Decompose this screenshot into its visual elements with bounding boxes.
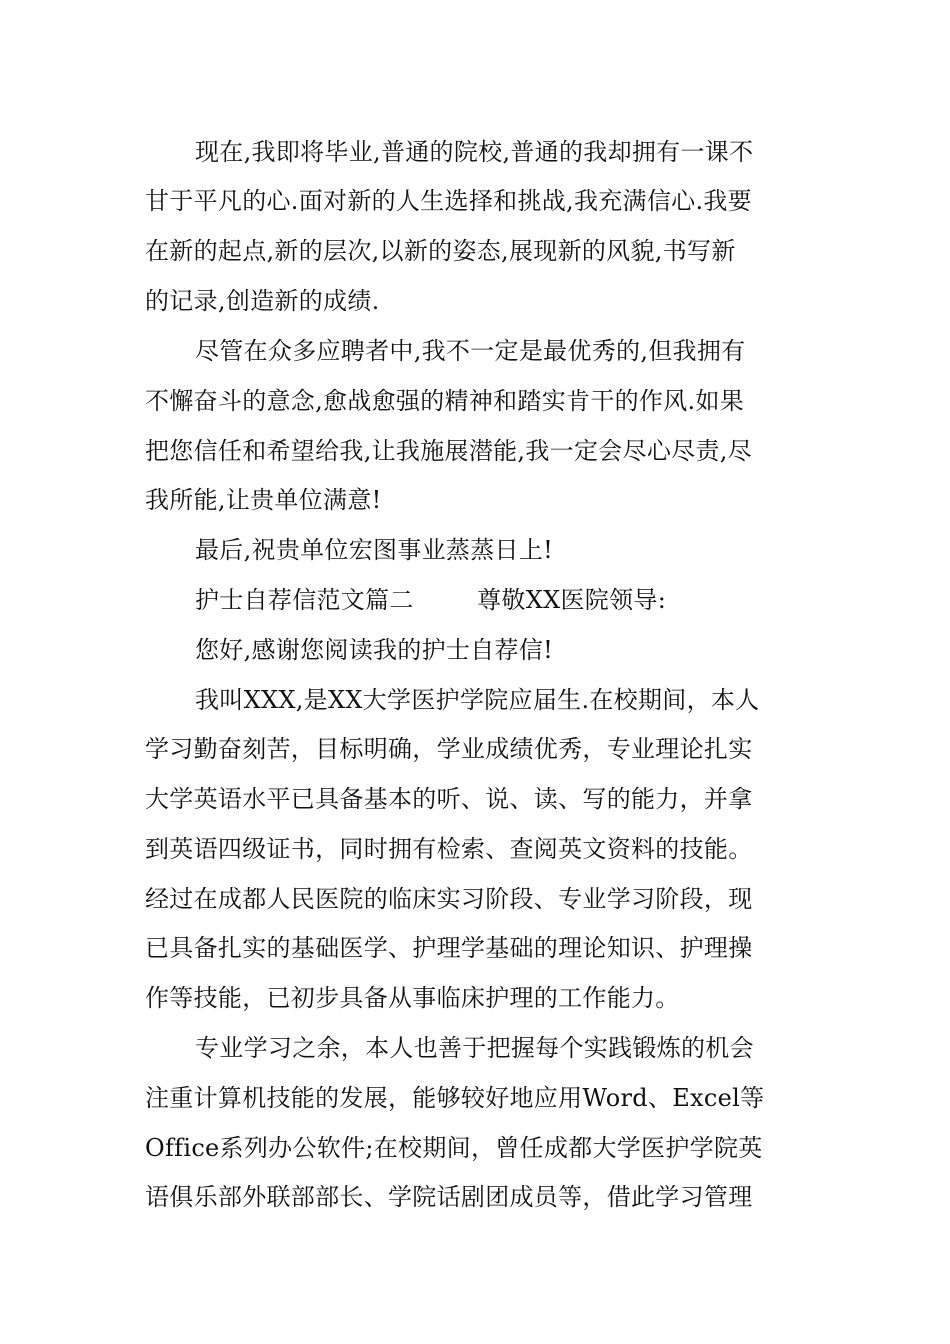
text-line: 经过在成都人民医院的临床实习阶段、专业学习阶段，现 <box>145 885 753 913</box>
text-line: 学习勤奋刻苦，目标明确，学业成绩优秀，专业理论扎实 <box>145 735 753 763</box>
text-line: 甘于平凡的心.面对新的人生选择和挑战,我充满信心.我要 <box>145 187 752 215</box>
text-line: 我叫XXX,是XX大学医护学院应届生.在校期间，本人 <box>195 686 760 714</box>
text-line: 护士自荐信范文篇二 尊敬XX医院领导: <box>195 586 667 614</box>
text-line: 到英语四级证书，同时拥有检索、查阅英文资料的技能。 <box>145 835 753 863</box>
text-line: 专业学习之余，本人也善于把握每个实践锻炼的机会 <box>195 1034 754 1062</box>
text-line: 您好,感谢您阅读我的护士自荐信! <box>195 636 554 664</box>
text-line: 把您信任和希望给我,让我施展潜能,我一定会尽心尽责,尽 <box>145 437 752 465</box>
text-line: 不懈奋斗的意念,愈战愈强的精神和踏实肯干的作风.如果 <box>145 387 745 415</box>
text-line: Office系列办公软件;在校期间，曾任成都大学医护学院英 <box>145 1134 763 1162</box>
text-line: 最后,祝贵单位宏图事业蒸蒸日上! <box>195 536 554 564</box>
text-line: 现在,我即将毕业,普通的院校,普通的我却拥有一课不 <box>195 138 754 166</box>
text-line: 尽管在众多应聘者中,我不一定是最优秀的,但我拥有 <box>195 337 746 365</box>
text-line: 大学英语水平已具备基本的听、说、读、写的能力，并拿 <box>145 785 753 813</box>
text-line: 注重计算机技能的发展，能够较好地应用Word、Excel等 <box>145 1084 765 1112</box>
text-line: 已具备扎实的基础医学、护理学基础的理论知识、护理操 <box>145 934 753 962</box>
text-line: 作等技能，已初步具备从事临床护理的工作能力。 <box>145 984 680 1012</box>
text-line: 在新的起点,新的层次,以新的姿态,展现新的风貌,书写新 <box>145 237 736 265</box>
text-line: 语俱乐部外联部部长、学院话剧团成员等，借此学习管理 <box>145 1183 753 1211</box>
text-line: 我所能,让贵单位满意! <box>145 486 382 514</box>
text-line: 的记录,创造新的成绩. <box>145 287 380 315</box>
